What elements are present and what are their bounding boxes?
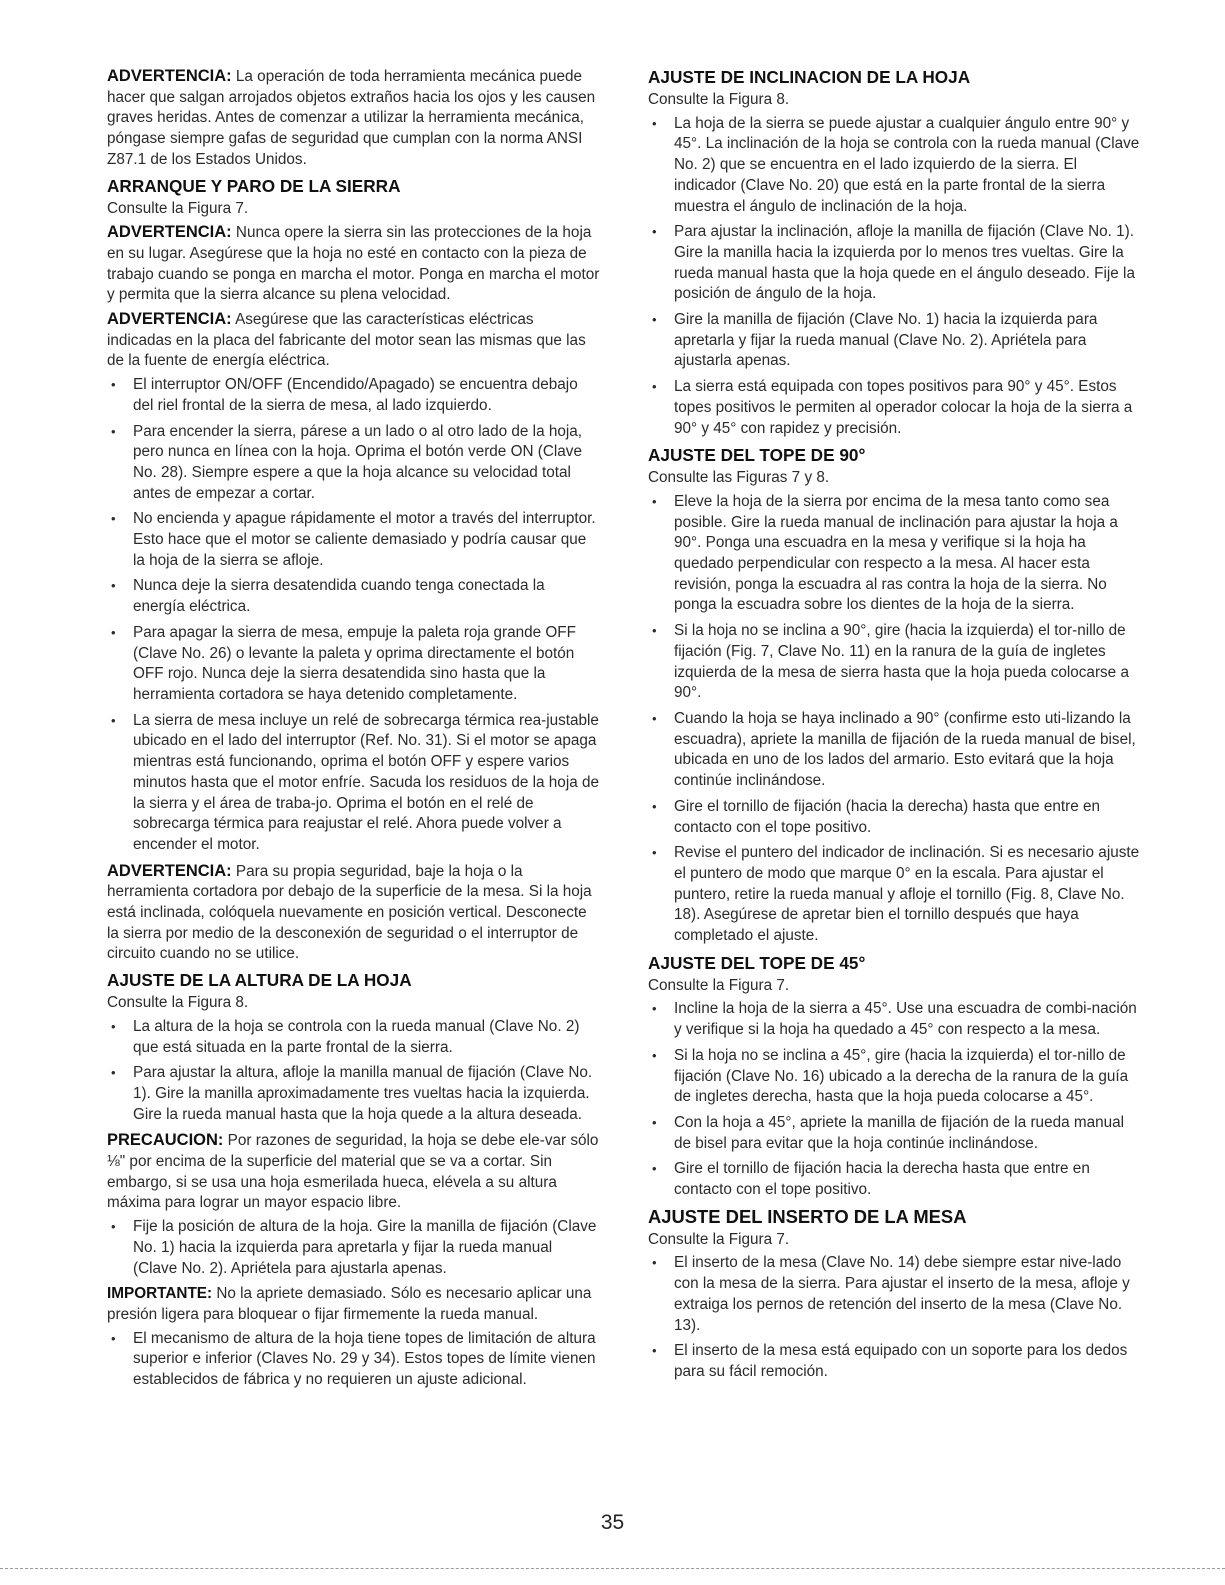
warning-paragraph: [107, 861, 600, 966]
list-item: • Cuando la hoja se haya inclinado a 90° (confirme esto uti-lizando la escuadra), apriete la manilla de fijación de la rueda manual de bisel, ubicada en uno de los lados del armario. Esto evitará que la hoja continúe inclinándose.: [648, 709, 1143, 792]
list-item: • Revise el puntero del indicador de inclinación. Si es necesario ajuste el puntero de modo que marque 0° en la escala. Para ajustar el puntero, retire la rueda manual y afloje el tornillo (Fig. 8, Clave No. 18). Asegúrese de apretar bien el tornillo después que haya completado el ajuste.: [648, 843, 1143, 947]
caution-text: Por razones de seguridad, la hoja se debe ele-var sólo ⅛" por encima de la superficie del material que se va a cortar. Sin embargo, si se usa una hoja esmerilada hueca, elévela a su altura máxima para lograr un mayor espacio libre.: [107, 1132, 599, 1212]
caution-paragraph: [107, 1130, 600, 1214]
list-item: • Gire el tornillo de fijación hacia la derecha hasta que entre en contacto con el tope positivo.: [648, 1159, 1143, 1200]
list-item: • Fije la posición de altura de la hoja. Gire la manilla de fijación (Clave No. 1) hacia la izquierda para apretarla y fijar la rueda manual (Clave No. 2). Apriétela para ajustarla apenas.: [107, 1217, 600, 1279]
section-heading: AJUSTE DEL TOPE DE 45°: [648, 952, 866, 973]
bullet-list: [648, 114, 1143, 440]
bullet-list: [648, 492, 1143, 947]
list-item: • El inserto de la mesa (Clave No. 14) debe siempre estar nive-lado con la mesa de la sierra. Para ajustar el inserto de la mesa, afloje y extraiga los pernos de retención del inserto de la mesa (Clave No. 13).: [648, 1253, 1143, 1336]
bullet-list: [107, 1217, 600, 1279]
page-number: 35: [600, 1511, 625, 1534]
list-item: • No encienda y apague rápidamente el motor a través del interruptor. Esto hace que el motor se caliente demasiado y podría causar que la hoja de la sierra se afloje.: [107, 509, 600, 571]
list-item: • El mecanismo de altura de la hoja tiene topes de limitación de altura superior e inferior (Claves No. 29 y 34). Estos topes de límite vienen establecidos de fábrica y no requieren un ajuste adicional.: [107, 1329, 600, 1391]
caution-label: PRECAUCION:: [107, 1131, 224, 1150]
bullet-list: [648, 1253, 1143, 1382]
list-item: • Para ajustar la altura, afloje la manilla manual de fijación (Clave No. 1). Gire la manilla aproximadamente tres vueltas hacia la izquierda. Gire la rueda manual hasta que la hoja quede a la altura deseada.: [107, 1063, 600, 1125]
list-item: • Si la hoja no se inclina a 45°, gire (hacia la izquierda) el tor-nillo de fijación (Clave No. 16) ubicado a la derecha de la ranura de la guía de ingletes derecha, hasta que la hoja pueda colocarse a 45°.: [648, 1046, 1143, 1108]
figure-reference: Consulte las Figuras 7 y 8.: [648, 469, 830, 487]
figure-reference: Consulte la Figura 8.: [107, 994, 249, 1012]
section-heading: AJUSTE DEL TOPE DE 90°: [648, 445, 866, 466]
important-paragraph: [107, 1284, 600, 1325]
section-heading: ARRANQUE Y PARO DE LA SIERRA: [107, 175, 401, 196]
warning-paragraph: [107, 66, 600, 171]
list-item: • La sierra está equipada con topes positivos para 90° y 45°. Estos topes positivos le permiten al operador colocar la hoja de la sierra a 90° y 45° con rapidez y precisión.: [648, 377, 1143, 439]
warning-label: ADVERTENCIA:: [107, 861, 232, 880]
bullet-list: [648, 999, 1143, 1200]
figure-reference: Consulte la Figura 7.: [648, 1230, 790, 1248]
figure-reference: Consulte la Figura 8.: [648, 91, 790, 108]
list-item: • El interruptor ON/OFF (Encendido/Apagado) se encuentra debajo del riel frontal de la sierra de mesa, al lado izquierdo.: [107, 375, 600, 416]
list-item: • Para encender la sierra, párese a un lado o al otro lado de la hoja, pero nunca en línea con la hoja. Oprima el botón verde ON (Clave No. 28). Siempre espere a que la hoja alcance su velocidad total antes de empezar a cortar.: [107, 422, 600, 505]
bullet-list: [107, 1329, 600, 1391]
left-column: [107, 66, 600, 1396]
scan-edge-divider: [0, 1568, 1225, 1569]
list-item: • Incline la hoja de la sierra a 45°. Use una escuadra de combi-nación y verifique si la hoja ha quedado a 45° con respecto a la mesa.: [648, 999, 1143, 1040]
figure-reference: Consulte la Figura 7.: [648, 976, 790, 994]
list-item: • Para apagar la sierra de mesa, empuje la paleta roja grande OFF (Clave No. 26) o levante la paleta y oprima directamente el botón OFF rojo. Nunca deje la sierra desatendida sino hasta que la herramienta cortadora se haya detenido completamente.: [107, 623, 600, 706]
list-item: • La sierra de mesa incluye un relé de sobrecarga térmica rea-justable ubicado en el lado del interruptor (Ref. No. 31). Si el motor se apaga mientras está funcionando, oprima el botón OFF y espere varios minutos hasta que el motor enfríe. Sacuda los residuos de la hoja de la sierra y el área de traba-jo. Oprima el botón en el relé de sobrecarga térmica para reajustar el relé. Ahora puede volver a encender el motor.: [107, 711, 600, 856]
warning-text: Asegúrese que las características eléctricas indicadas en la placa del fabricante del motor sean las mismas que las de la fuente de energía eléctrica.: [107, 311, 586, 370]
right-column: [648, 66, 1143, 1388]
warning-text: Nunca opere la sierra sin las protecciones de la hoja en su lugar. Asegúrese que la hoja no esté en contacto con la pieza de trabajo cuando se ponga en marcha el motor. Ponga en marcha el motor y permita que la sierra alcance su plena velocidad.: [107, 224, 600, 304]
important-text: No la apriete demasiado. Sólo es necesario aplicar una presión ligera para bloquear o fijar firmemente la rueda manual.: [107, 1285, 592, 1323]
list-item: • Gire el tornillo de fijación (hacia la derecha) hasta que entre en contacto con el tope positivo.: [648, 797, 1143, 838]
list-item: • Si la hoja no se inclina a 90°, gire (hacia la izquierda) el tor-nillo de fijación (Fig. 7, Clave No. 11) en la ranura de la guía de ingletes izquierda de la mesa de sierra hasta que la hoja pueda colocarse a 90°.: [648, 621, 1143, 704]
list-item: • Con la hoja a 45°, apriete la manilla de fijación de la rueda manual de bisel para evitar que la hoja continúe inclinándose.: [648, 1113, 1143, 1154]
list-item: • El inserto de la mesa está equipado con un soporte para los dedos para su fácil remoción.: [648, 1341, 1143, 1382]
important-label: IMPORTANTE:: [107, 1285, 213, 1303]
warning-paragraph: [107, 222, 600, 306]
section-heading: AJUSTE DE INCLINACION DE LA HOJA: [648, 67, 971, 87]
bullet-list: [107, 375, 600, 855]
warning-label: ADVERTENCIA:: [107, 223, 232, 242]
list-item: • Gire la manilla de fijación (Clave No. 1) hacia la izquierda para apretarla y fijar la rueda manual (Clave No. 2). Apriétela para ajustarla apenas.: [648, 310, 1143, 372]
warning-label: ADVERTENCIA:: [107, 310, 232, 329]
list-item: • Eleve la hoja de la sierra por encima de la mesa tanto como sea posible. Gire la rueda manual de inclinación para ajustar la hoja a 90°. Ponga una escuadra en la mesa y verifique si la hoja ha quedado perpendicular con respecto a la mesa. Al hacer esta revisión, ponga la escuadra al ras contra la hoja de la sierra. No ponga la escuadra sobre los dientes de la hoja de la sierra.: [648, 492, 1143, 616]
section-heading: AJUSTE DE LA ALTURA DE LA HOJA: [107, 970, 412, 991]
warning-paragraph: [107, 309, 600, 372]
list-item: • Nunca deje la sierra desatendida cuando tenga conectada la energía eléctrica.: [107, 576, 600, 617]
warning-text: La operación de toda herramienta mecánica puede hacer que salgan arrojados objetos extraños hacia los ojos y les causen graves heridas. Antes de comenzar a utilizar la herramienta mecánica, póngase siempre gafas de seguridad que cumplan con la norma ANSI Z87.1 de los Estados Unidos.: [107, 68, 596, 168]
bullet-list: [107, 1017, 600, 1126]
list-item: • La hoja de la sierra se puede ajustar a cualquier ángulo entre 90° y 45°. La inclinación de la hoja se controla con la rueda manual (Clave No. 2) que se encuentra en el lado izquierdo de la sierra. El indicador (Clave No. 20) que está en la parte frontal de la sierra muestra el ángulo de inclinación de la hoja.: [648, 114, 1143, 218]
section-heading: AJUSTE DEL INSERTO DE LA MESA: [648, 1205, 967, 1227]
figure-reference: Consulte la Figura 7.: [107, 199, 249, 217]
warning-text: Para su propia seguridad, baje la hoja o la herramienta cortadora por debajo de la superficie de la mesa. Si la hoja está inclinada, colóquela nuevamente en posición vertical. Desconecte la sierra por medio de la desconexión de seguridad o el interruptor de circuito cuando no se utilice.: [107, 862, 592, 963]
warning-label: ADVERTENCIA:: [107, 67, 232, 85]
list-item: • Para ajustar la inclinación, afloje la manilla de fijación (Clave No. 1). Gire la manilla hacia la izquierda por lo menos tres vueltas. Gire la rueda manual hasta que la hoja quede en el ángulo deseado. Fije la posición de ángulo de la hoja.: [648, 222, 1143, 305]
list-item: • La altura de la hoja se controla con la rueda manual (Clave No. 2) que está situada en la parte frontal de la sierra.: [107, 1017, 600, 1058]
